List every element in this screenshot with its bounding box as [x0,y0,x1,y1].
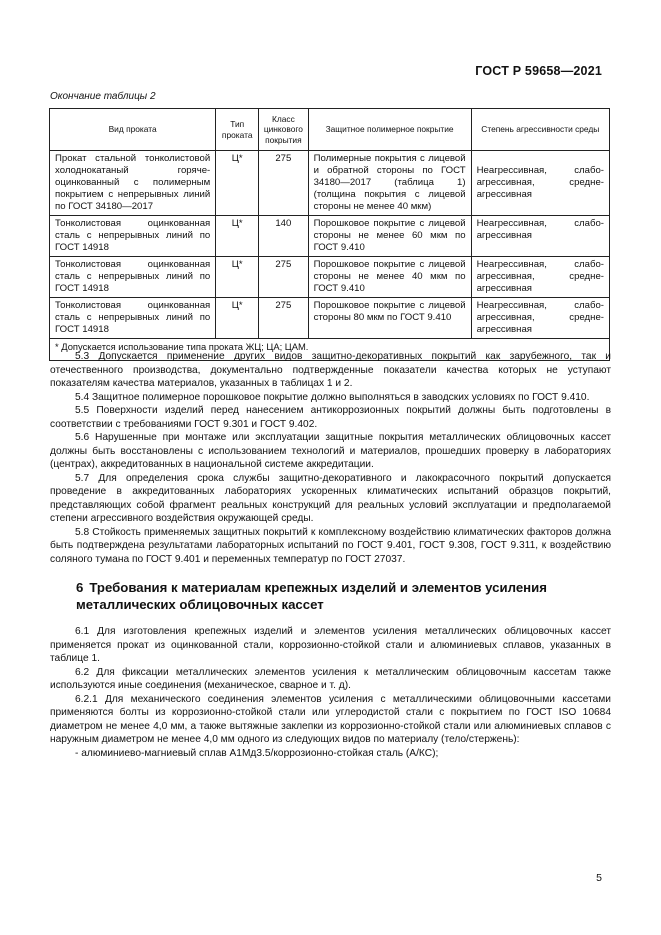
table-cell: Ц* [216,216,259,257]
table-cell: Тонколистовая оцинкованная сталь с непрерывных линий по ГОСТ 14918 [50,298,216,339]
paragraph: - алюминиево-магниевый сплав А1Мд3.5/коррозионно-стойкая сталь (А/КС); [75,747,439,759]
table-row [50,151,610,216]
table-cell: Тонколистовая оцинкованная сталь с непрерывных линий по ГОСТ 14918 [50,216,216,257]
table-cell: Полимерные покрытия с лицевой и обратной стороны по ГОСТ 34180—2017 (таблица 1) (толщина покрытия с лицевой стороны не менее 40 мкм) [308,151,471,216]
table-cell: Ц* [216,257,259,298]
paragraph: 5.4 Защитное полимерное порошковое покрытие должно выполняться в заводских условиях по ГОСТ 9.410. [75,391,590,403]
paragraph: 5.3 Допускается применение других видов защитно-декоративных покрытий как зарубежного, так и отечественного производства, документально подтвержденные показатели качества которых не уступают показателям качества материалов, указанных в таблицах 1 и 2. [50,351,611,389]
table-cell: Тонколистовая оцинкованная сталь с непрерывных линий по ГОСТ 14918 [50,257,216,298]
document-body [50,350,611,760]
paragraph: 6.2 Для фиксации металлических элементов усиления к металлическим облицовочным кассетам также используются иные соединения (механическое, сварное и т. д). [50,666,611,691]
table-cell: 140 [259,216,308,257]
col-header: Вид проката [50,109,216,151]
table-row [50,298,610,339]
table-cell: 275 [259,151,308,216]
col-header: Степень агрессивности среды [471,109,609,151]
table-caption: Окончание таблицы 2 [50,91,156,102]
table-cell: Ц* [216,298,259,339]
section-heading [50,579,611,613]
paragraph: 5.8 Стойкость применяемых защитных покрытий к комплексному воздействию климатических факторов должна быть подтверждена результатами лабораторных испытаний по ГОСТ 9.401, ГОСТ 9.308, ГОСТ 9.311, к воздействию соляного тумана по ГОСТ 9.401 и переменных температур по ГОСТ 27037. [50,526,611,565]
col-header: Класс цинкового покрытия [259,109,308,151]
paragraph: 5.6 Нарушенные при монтаже или эксплуатации защитные покрытия металлических облицовочных кассет должны быть восстановлены с использованием технологий и материалов, прошедших проверку в лабораториях (центрах), аккредитованных в национальной системе аккредитации. [50,432,611,470]
section-title: Требования к материалам крепежных изделий и элементов усиления металлических облицовочных кассет [76,580,547,612]
page-number: 5 [596,872,602,884]
table-cell: Неагрессивная, слабоагрессивная, среднеагрессивная [471,298,609,339]
table-footnote: * Допускается использование типа проката ЖЦ; ЦА; ЦАМ. [50,339,610,361]
paragraph: 5.5 Поверхности изделий перед нанесением антикоррозионных покрытий должны быть подготовлены в соответствии с требованиями ГОСТ 9.301 и ГОСТ 9.402. [50,405,611,430]
table-cell: Порошковое покрытие с лицевой стороны 80 мкм по ГОСТ 9.410 [308,298,471,339]
table-cell: Порошковое покрытие с лицевой стороны не менее 40 мкм по ГОСТ 9.410 [308,257,471,298]
col-header: Тип проката [216,109,259,151]
table-row [50,216,610,257]
materials-table [49,108,610,361]
table-cell: Ц* [216,151,259,216]
table-cell: Неагрессивная, слабоагрессивная [471,216,609,257]
table-header-row [50,109,610,151]
table-cell: Неагрессивная, слабоагрессивная, среднеагрессивная [471,151,609,216]
table-cell: Порошковое покрытие с лицевой стороны не менее 60 мкм по ГОСТ 9.410 [308,216,471,257]
paragraph: 6.1 Для изготовления крепежных изделий и элементов усиления металлических облицовочных кассет применяется прокат из оцинкованной стали, коррозионно-стойкой стали и алюминиевых сплавов, указанных в таблице 1. [50,626,611,664]
table-cell: 275 [259,298,308,339]
document-header: ГОСТ Р 59658—2021 [475,64,602,78]
table-cell: 275 [259,257,308,298]
col-header: Защитное полимерное покрытие [308,109,471,151]
table-cell: Прокат стальной тонколистовой холоднокатаный горячеоцинкованный с полимерным покрытием с непрерывных линий по ГОСТ 34180—2017 [50,151,216,216]
table-row [50,257,610,298]
paragraph: 6.2.1 Для механического соединения элементов усиления с металлическими облицовочными кассетами применяются болты из коррозионно-стойкой стали или углеродистой стали с покрытием по ГОСТ ISO 10684 диаметром не менее 4,0 мм, а также вытяжные заклепки из коррозионно-стойкой стали или алюминиевых сплавов с наружным диаметром не менее 4,0 мм одного из следующих видов по материалу (тело/стержень): [50,693,611,745]
section-number: 6 [76,580,84,595]
paragraph: 5.7 Для определения срока службы защитно-декоративного и лакокрасочного покрытий допускается проведение в аккредитованных лабораториях ускоренных климатических испытаний образцов покрытий, представляющих собой фрагмент реальных конструкций для реальных условий эксплуатации и предполагаемой степени агрессивного воздействия окружающей среды. [50,472,611,524]
table-cell: Неагрессивная, слабоагрессивная, среднеагрессивная [471,257,609,298]
